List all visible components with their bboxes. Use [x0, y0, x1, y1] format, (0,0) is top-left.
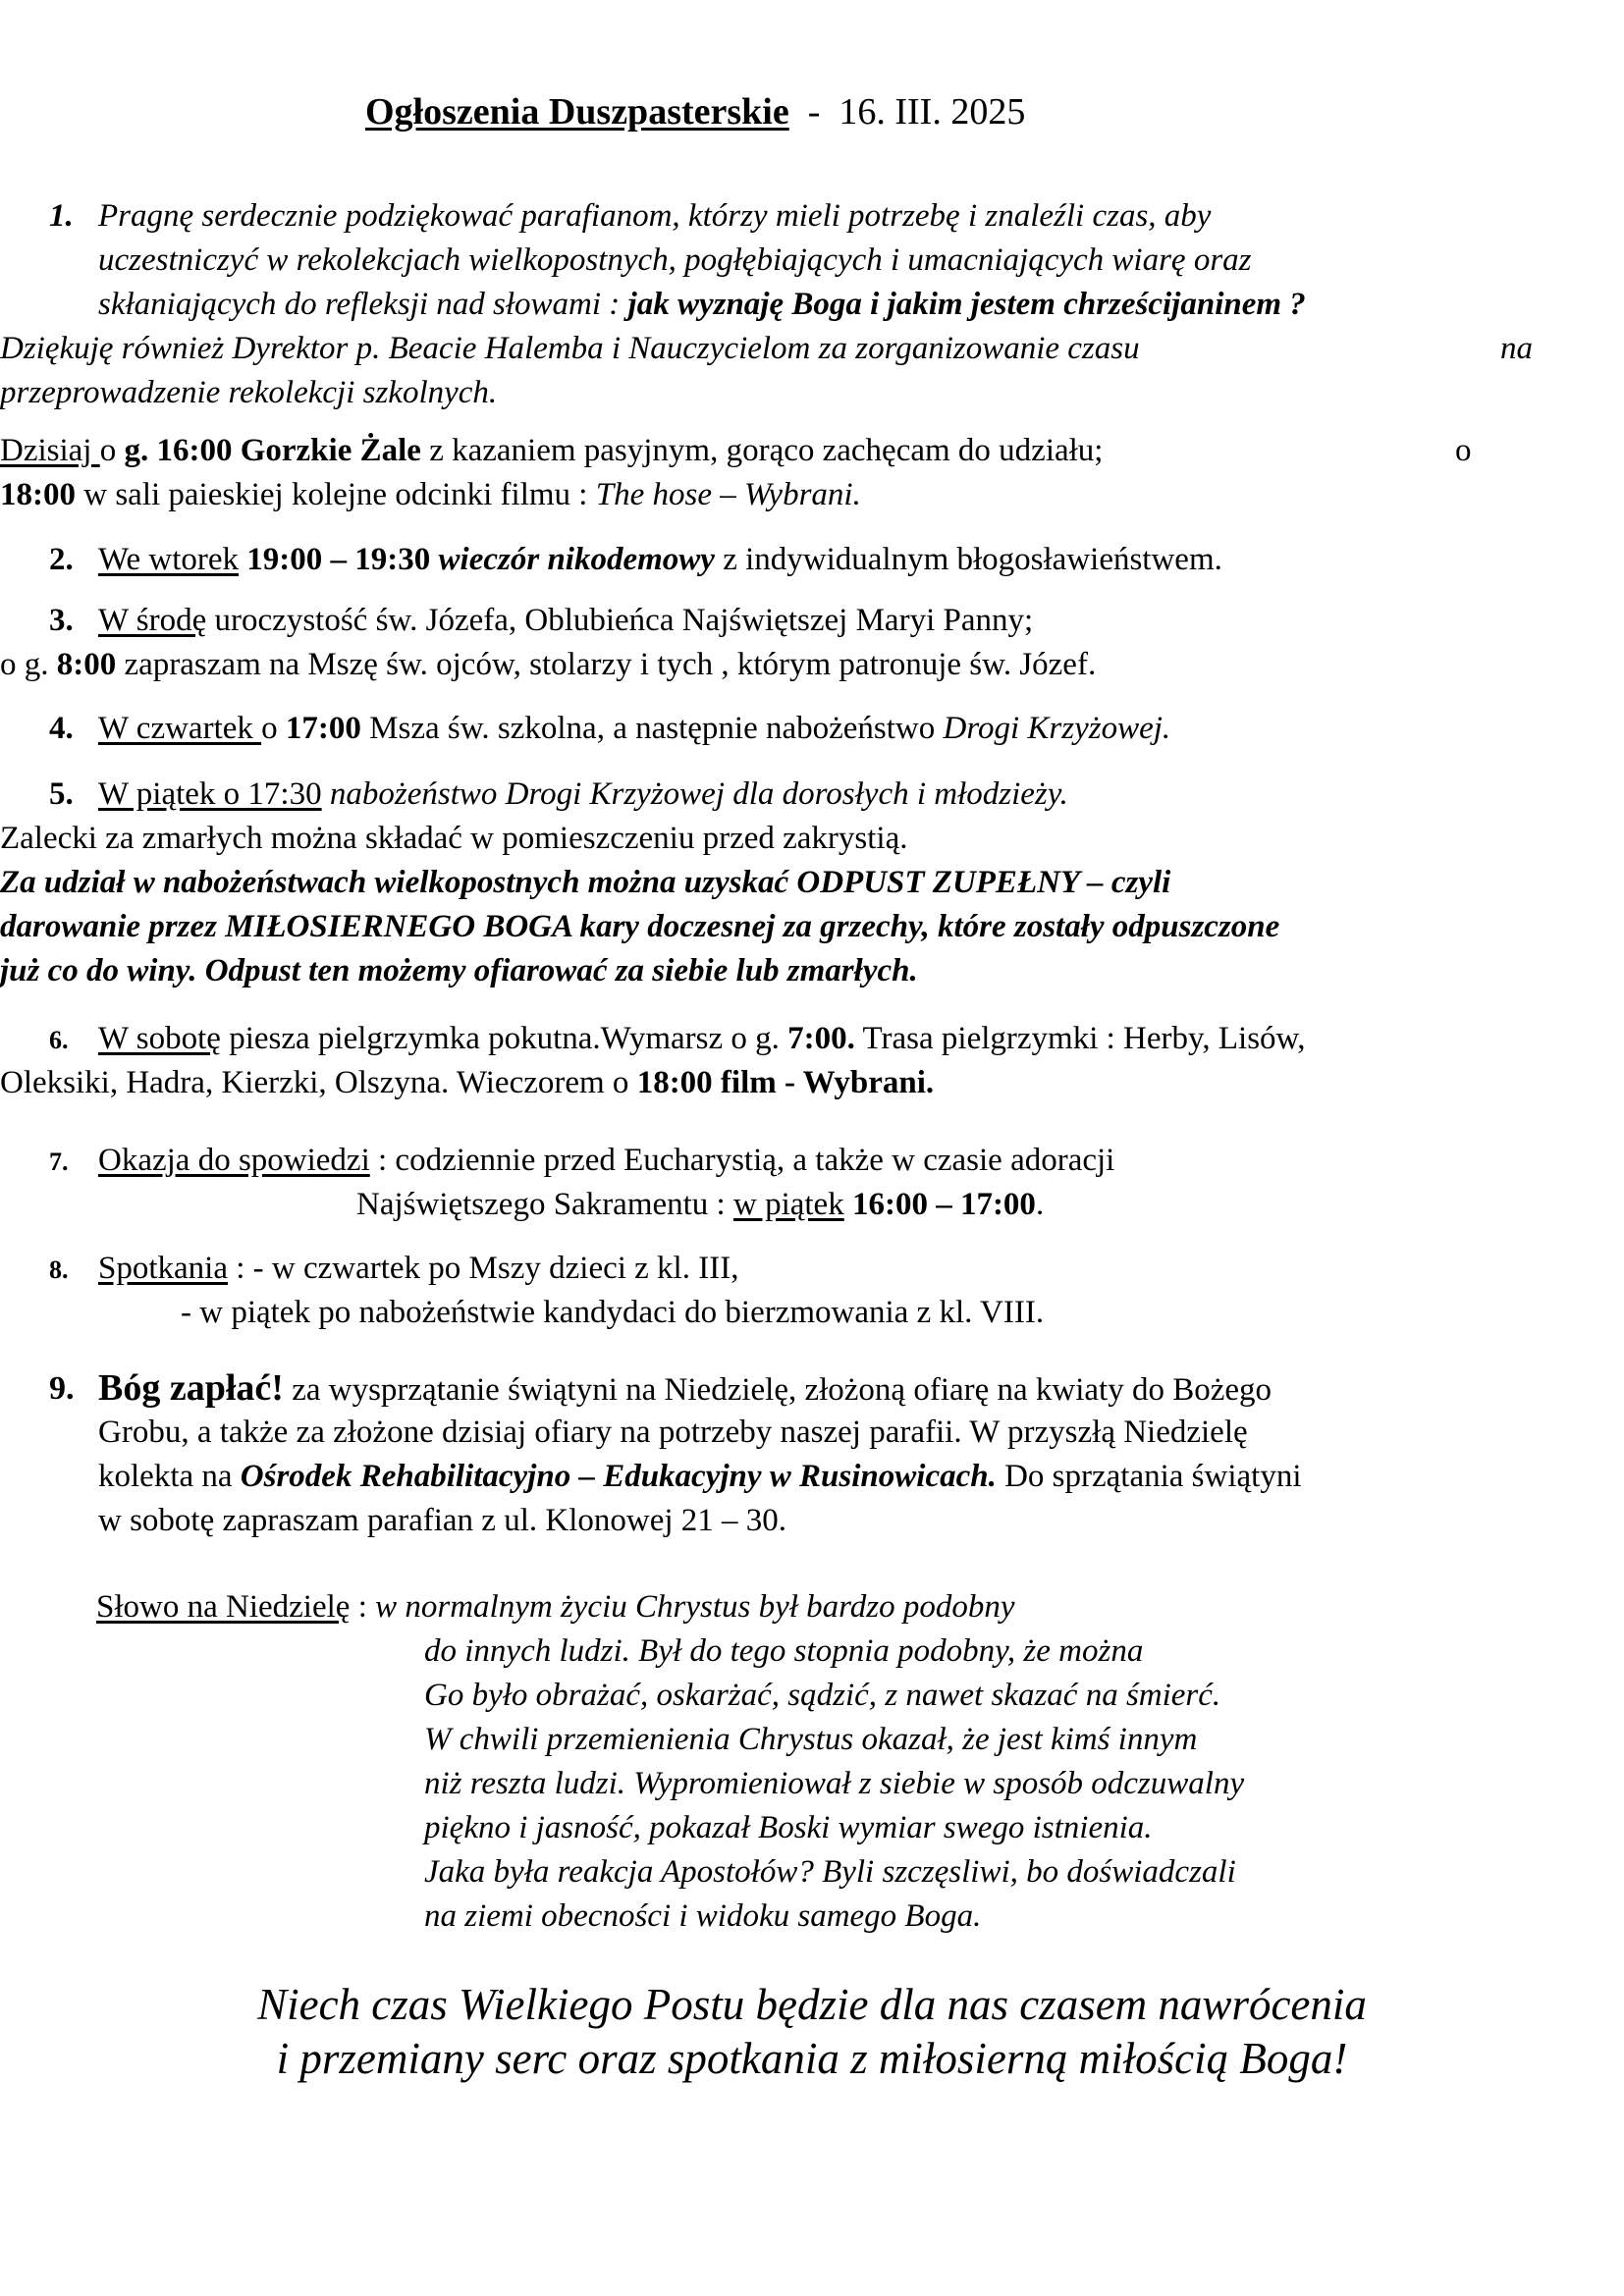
closing-line-1: Niech czas Wielkiego Postu będzie dla nas czasem nawrócenia: [257, 1980, 1367, 2029]
item-4-text: [98, 707, 1170, 751]
today-desc: z kazaniem pasyjnym, gorąco zachęcam do udziału;: [420, 433, 1104, 468]
today-o: o: [99, 433, 125, 468]
item-1-line-1: [49, 194, 74, 239]
item-5-text-5: już co do winy. Odpust ten możemy ofiarować za siebie lub zmarłych.: [0, 953, 918, 988]
item-9: [49, 1366, 75, 1412]
item-8-text-2: - w piątek po nabożeństwie kandydaci do bierzmowania z kl. VIII.: [181, 1295, 1045, 1330]
today-gorzkie-zale: g. 16:00 Gorzkie Żale: [124, 433, 421, 468]
item-4-droga: Drogi Krzyżowej.: [943, 711, 1171, 746]
item-2-text: [98, 538, 1222, 582]
item-3: [49, 599, 74, 643]
item-8-label: Spotkania: [98, 1251, 228, 1286]
item-9-number: 9.: [49, 1370, 75, 1407]
item-4: [49, 707, 74, 751]
item-9-thanks: Bóg zapłać!: [98, 1367, 284, 1409]
item-9-text-4: w sobotę zapraszam parafian z ul. Klonowej 21 – 30.: [98, 1503, 787, 1538]
item-2-number: 2.: [49, 542, 74, 577]
item-1-number: 1.: [49, 198, 74, 234]
item-4-time: 17:00: [285, 711, 361, 746]
item-3-time: 8:00: [56, 647, 117, 682]
film-desc: w sali paieskiej kolejne odcinki filmu :: [76, 477, 596, 512]
item-1-today-end: o: [1455, 433, 1472, 468]
slowo-line-4: niż reszta ludzi. Wypromieniował z siebie w sposób odczuwalny: [424, 1766, 1245, 1801]
item-1-text-5: przeprowadzenie rekolekcji szkolnych.: [0, 375, 498, 410]
item-3-invite: zapraszam na Mszę św. ojców, stolarzy i tych , którym patronuje św. Józef.: [116, 647, 1097, 682]
item-2: [49, 538, 74, 582]
item-8-number: 8.: [49, 1255, 69, 1284]
page-title: [365, 90, 1025, 134]
item-5-desc: nabożeństwo Drogi Krzyżowej dla dorosłych i młodzieży.: [321, 776, 1068, 812]
item-9-text-1: [98, 1366, 1272, 1413]
item-4-desc: Msza św. szkolna, a następnie nabożeństwo: [360, 711, 944, 746]
item-6-text-2: [0, 1061, 934, 1105]
item-5-text-4: darowanie przez MIŁOSIERNEGO BOGA kary doczesnej za grzechy, które zostały odpuszczone: [0, 909, 1280, 944]
item-1-text-3: [98, 283, 1306, 327]
slowo-line-7: na ziemi obecności i widoku samego Boga.: [424, 1898, 982, 1934]
slowo-label: Słowo na Niedzielę: [96, 1589, 351, 1625]
item-6-route-2: Oleksiki, Hadra, Kierzki, Olszyna. Wieczorem o: [0, 1065, 637, 1100]
item-9-desc: za wysprzątanie świątyni na Niedzielę, złożoną ofiarę na kwiaty do Bożego: [283, 1372, 1272, 1408]
item-7-time: 16:00 – 17:00: [843, 1187, 1036, 1222]
item-3-og: o g.: [0, 647, 57, 682]
slowo-sep: :: [350, 1589, 376, 1625]
item-8-text-1: [98, 1247, 738, 1291]
item-7-label: Okazja do spowiedzi: [98, 1143, 370, 1178]
item-9-sprzatanie: Do sprzątania świątyni: [996, 1459, 1302, 1494]
item-1-text-1: Pragnę serdecznie podziękować parafianom, którzy mieli potrzebę i znaleźli czas, aby: [98, 198, 1212, 234]
item-7-text-1: [98, 1139, 1114, 1183]
item-6-number: 6.: [49, 1026, 69, 1054]
slowo-line-2: Go było obrażać, oskarżać, sądzić, z nawet skazać na śmierć.: [424, 1678, 1221, 1713]
item-8-desc: : - w czwartek po Mszy dzieci z kl. III,: [227, 1251, 739, 1286]
slowo-line-5: piękno i jasność, pokazał Boski wymiar swego istnienia.: [424, 1810, 1153, 1845]
item-2-event: wieczór nikodemowy: [438, 542, 715, 577]
item-6-time: 7:00.: [787, 1021, 855, 1056]
item-3-desc: uroczystość św. Józefa, Oblubieńca Najświętszej Maryi Panny;: [206, 603, 1034, 638]
item-7-friday: w piątek: [732, 1187, 844, 1222]
item-1-today-line: [0, 429, 1103, 473]
item-1-film-line: [0, 473, 861, 517]
item-4-o: o: [261, 711, 286, 746]
item-6-day: W sobotę: [98, 1021, 221, 1056]
item-4-number: 4.: [49, 711, 74, 746]
item-3-number: 3.: [49, 603, 74, 638]
item-7: [49, 1139, 69, 1184]
item-5-text-1: [98, 773, 1068, 817]
item-5: [49, 773, 74, 817]
item-9-text-2: Grobu, a także za złożone dzisiaj ofiary na potrzeby naszej parafii. W przyszłą Niedzielę: [98, 1415, 1248, 1450]
item-5-number: 5.: [49, 776, 74, 812]
slowo-line-1: do innych ludzi. Był do tego stopnia podobny, że można: [424, 1633, 1144, 1669]
slowo-header: [96, 1585, 1015, 1629]
item-9-osrodek: Ośrodek Rehabilitacyjno – Edukacyjny w Rusinowicach.: [240, 1459, 997, 1494]
item-3-text-1: [98, 599, 1033, 643]
item-3-text-2: [0, 643, 1096, 687]
slowo-line-6: Jaka była reakcja Apostołów? Byli szczęsliwi, bo doświadczali: [424, 1854, 1236, 1890]
item-6-text-1: [98, 1017, 1305, 1061]
item-8: [49, 1247, 69, 1292]
item-5-text-2: Zalecki za zmarłych można składać w pomieszczeniu przed zakrystią.: [0, 821, 908, 856]
item-2-day: We wtorek: [98, 542, 240, 577]
film-title: The hose – Wybrani.: [595, 477, 861, 512]
item-1-text-2: uczestniczyć w rekolekcjach wielkopostnych, pogłębiających i umacniających wiarę oraz: [98, 242, 1252, 278]
item-1-text-3a: skłaniających do refleksji nad słowami :: [98, 287, 628, 322]
item-6: [49, 1017, 69, 1062]
title-heading: Ogłoszenia Duszpasterskie: [365, 91, 789, 133]
item-9-kolekta: kolekta na: [98, 1459, 241, 1494]
closing-line-2: i przemiany serc oraz spotkania z miłosierną miłością Boga!: [276, 2034, 1348, 2083]
item-7-number: 7.: [49, 1148, 69, 1176]
item-6-film: 18:00 film - Wybrani.: [636, 1065, 935, 1100]
item-6-desc: piesza pielgrzymka pokutna.Wymarsz o g.: [220, 1021, 788, 1056]
item-3-day: W środę: [98, 603, 207, 638]
item-2-desc: z indywidualnym błogosławieństwem.: [714, 542, 1222, 577]
item-1-text-4-end: na: [1500, 331, 1533, 366]
item-4-day: W czwartek: [98, 711, 262, 746]
item-1-text-3b: jak wyznaję Boga i jakim jestem chrześcijaninem ?: [627, 287, 1306, 322]
item-5-text-3: Za udział w nabożeństwach wielkopostnych można uzyskać ODPUST ZUPEŁNY – czyli: [0, 865, 1171, 900]
item-7-text-2: [356, 1183, 1044, 1227]
film-time: 18:00: [0, 477, 76, 512]
today-label: Dzisiaj: [0, 433, 100, 468]
item-6-route: Trasa pielgrzymki : Herby, Lisów,: [854, 1021, 1306, 1056]
slowo-line-3: W chwili przemienienia Chrystus okazał, że jest kimś innym: [424, 1722, 1198, 1757]
item-2-time: 19:00 – 19:30: [239, 542, 439, 577]
item-5-day: W piątek o 17:30: [98, 776, 322, 812]
item-7-dot: .: [1035, 1187, 1045, 1222]
slowo-line-0: w normalnym życiu Chrystus był bardzo podobny: [375, 1589, 1015, 1625]
item-1-text-4: Dziękuję również Dyrektor p. Beacie Halemba i Nauczycielom za zorganizowanie czasu: [0, 331, 1140, 366]
item-7-desc: : codziennie przed Eucharystią, a także w czasie adoracji: [369, 1143, 1115, 1178]
title-date: - 16. III. 2025: [788, 91, 1026, 133]
item-9-text-3: [98, 1455, 1302, 1499]
item-7-sakrament: Najświętszego Sakramentu :: [356, 1187, 733, 1222]
